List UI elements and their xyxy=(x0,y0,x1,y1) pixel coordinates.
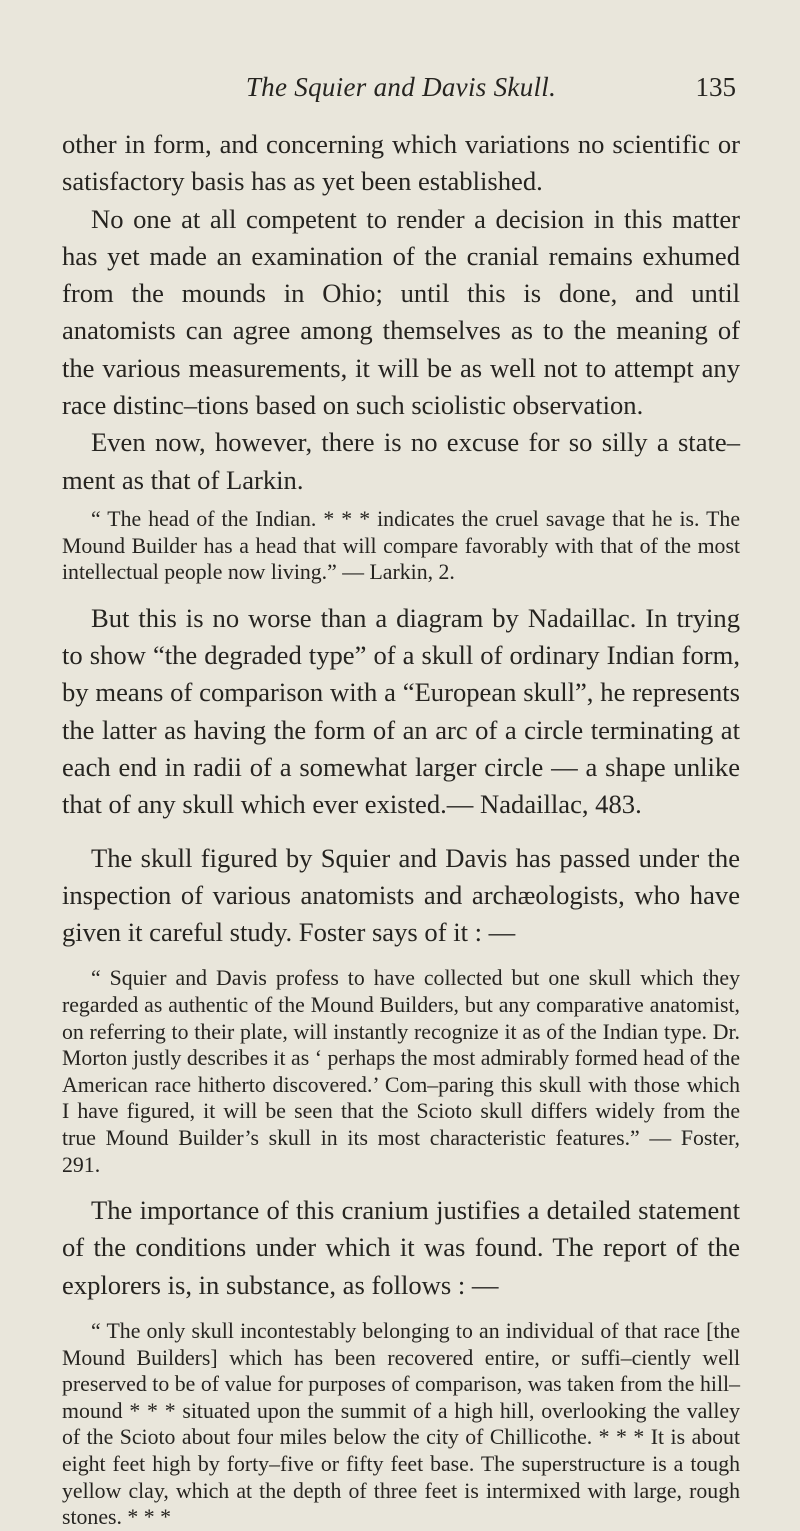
paragraph-continuation: other in form, and concerning which variations no scientific or satisfactory basis has as yet been established. xyxy=(62,129,740,197)
book-page xyxy=(62,0,740,1530)
paragraph-squier-davis-skull: The skull figured by Squier and Davis has passed under the inspection of various anatomists and archæologists, who have given it careful study. Foster says of it : — xyxy=(62,842,740,948)
paragraph-cranial-remains: No one at all competent to render a decision in this matter has yet made an examination of the cranial remains exhumed from the mounds in Ohio; until this is done, and until anatomists can agree among themselves as to the meaning of the various measurements, it will be as well not to attempt any race distinc–tions based on such sciolistic observation. xyxy=(62,203,740,421)
body-text xyxy=(62,126,740,1531)
quote-larkin: “ The head of the Indian. * * * indicates the cruel savage that he is. The Mound Builder has a head that will compare favorably with that of the most intellectual people now living.” — Larkin, 2. xyxy=(62,506,740,585)
running-title: The Squier and Davis Skull. xyxy=(245,72,557,102)
quote-foster: “ Squier and Davis profess to have collected but one skull which they regarded as authentic of the Mound Builders, but any comparative anatomist, on referring to their plate, will instantly recognize it as of the Indian type. Dr. Morton justly describes it as ‘ perhaps the most admirably formed head of the American race hitherto discovered.’ Com–paring this skull with those which I have figured, it will be seen that the Scioto skull differs widely from the true Mound Builder’s skull in its most characteristic features.” — Foster, 291. xyxy=(62,966,740,1177)
page-header xyxy=(62,72,740,108)
quote-explorers-report: “ The only skull incontestably belonging to an individual of that race [the Mound Builders] which has been recovered entire, or suffi–ciently well preserved to be of value for purposes of comparison, was taken from the hill–mound * * * situated upon the summit of a high hill, overlooking the valley of the Scioto about four miles below the city of Chillicothe. * * * It is about eight feet high by forty–five or fifty feet base. The superstructure is a tough yellow clay, which at the depth of three feet is intermixed with large, rough stones. * * * xyxy=(62,1319,740,1530)
paragraph-nadaillac: But this is no worse than a diagram by Nadaillac. In trying to show “the degraded type” of a skull of ordinary Indian form, by means of comparison with a “European skull”, he represents the latter as having the form of an arc of a circle terminating at each end in radii of a somewhat larger circle — a shape unlike that of any skull which ever existed.— Nadaillac, 483. xyxy=(62,602,740,820)
page-number: 135 xyxy=(695,72,736,102)
paragraph-larkin-intro: Even now, however, there is no excuse for so silly a state–ment as that of Larkin. xyxy=(62,427,740,495)
paragraph-importance-cranium: The importance of this cranium justifies a detailed statement of the conditions under which it was found. The report of the explorers is, in substance, as follows : — xyxy=(62,1195,740,1300)
